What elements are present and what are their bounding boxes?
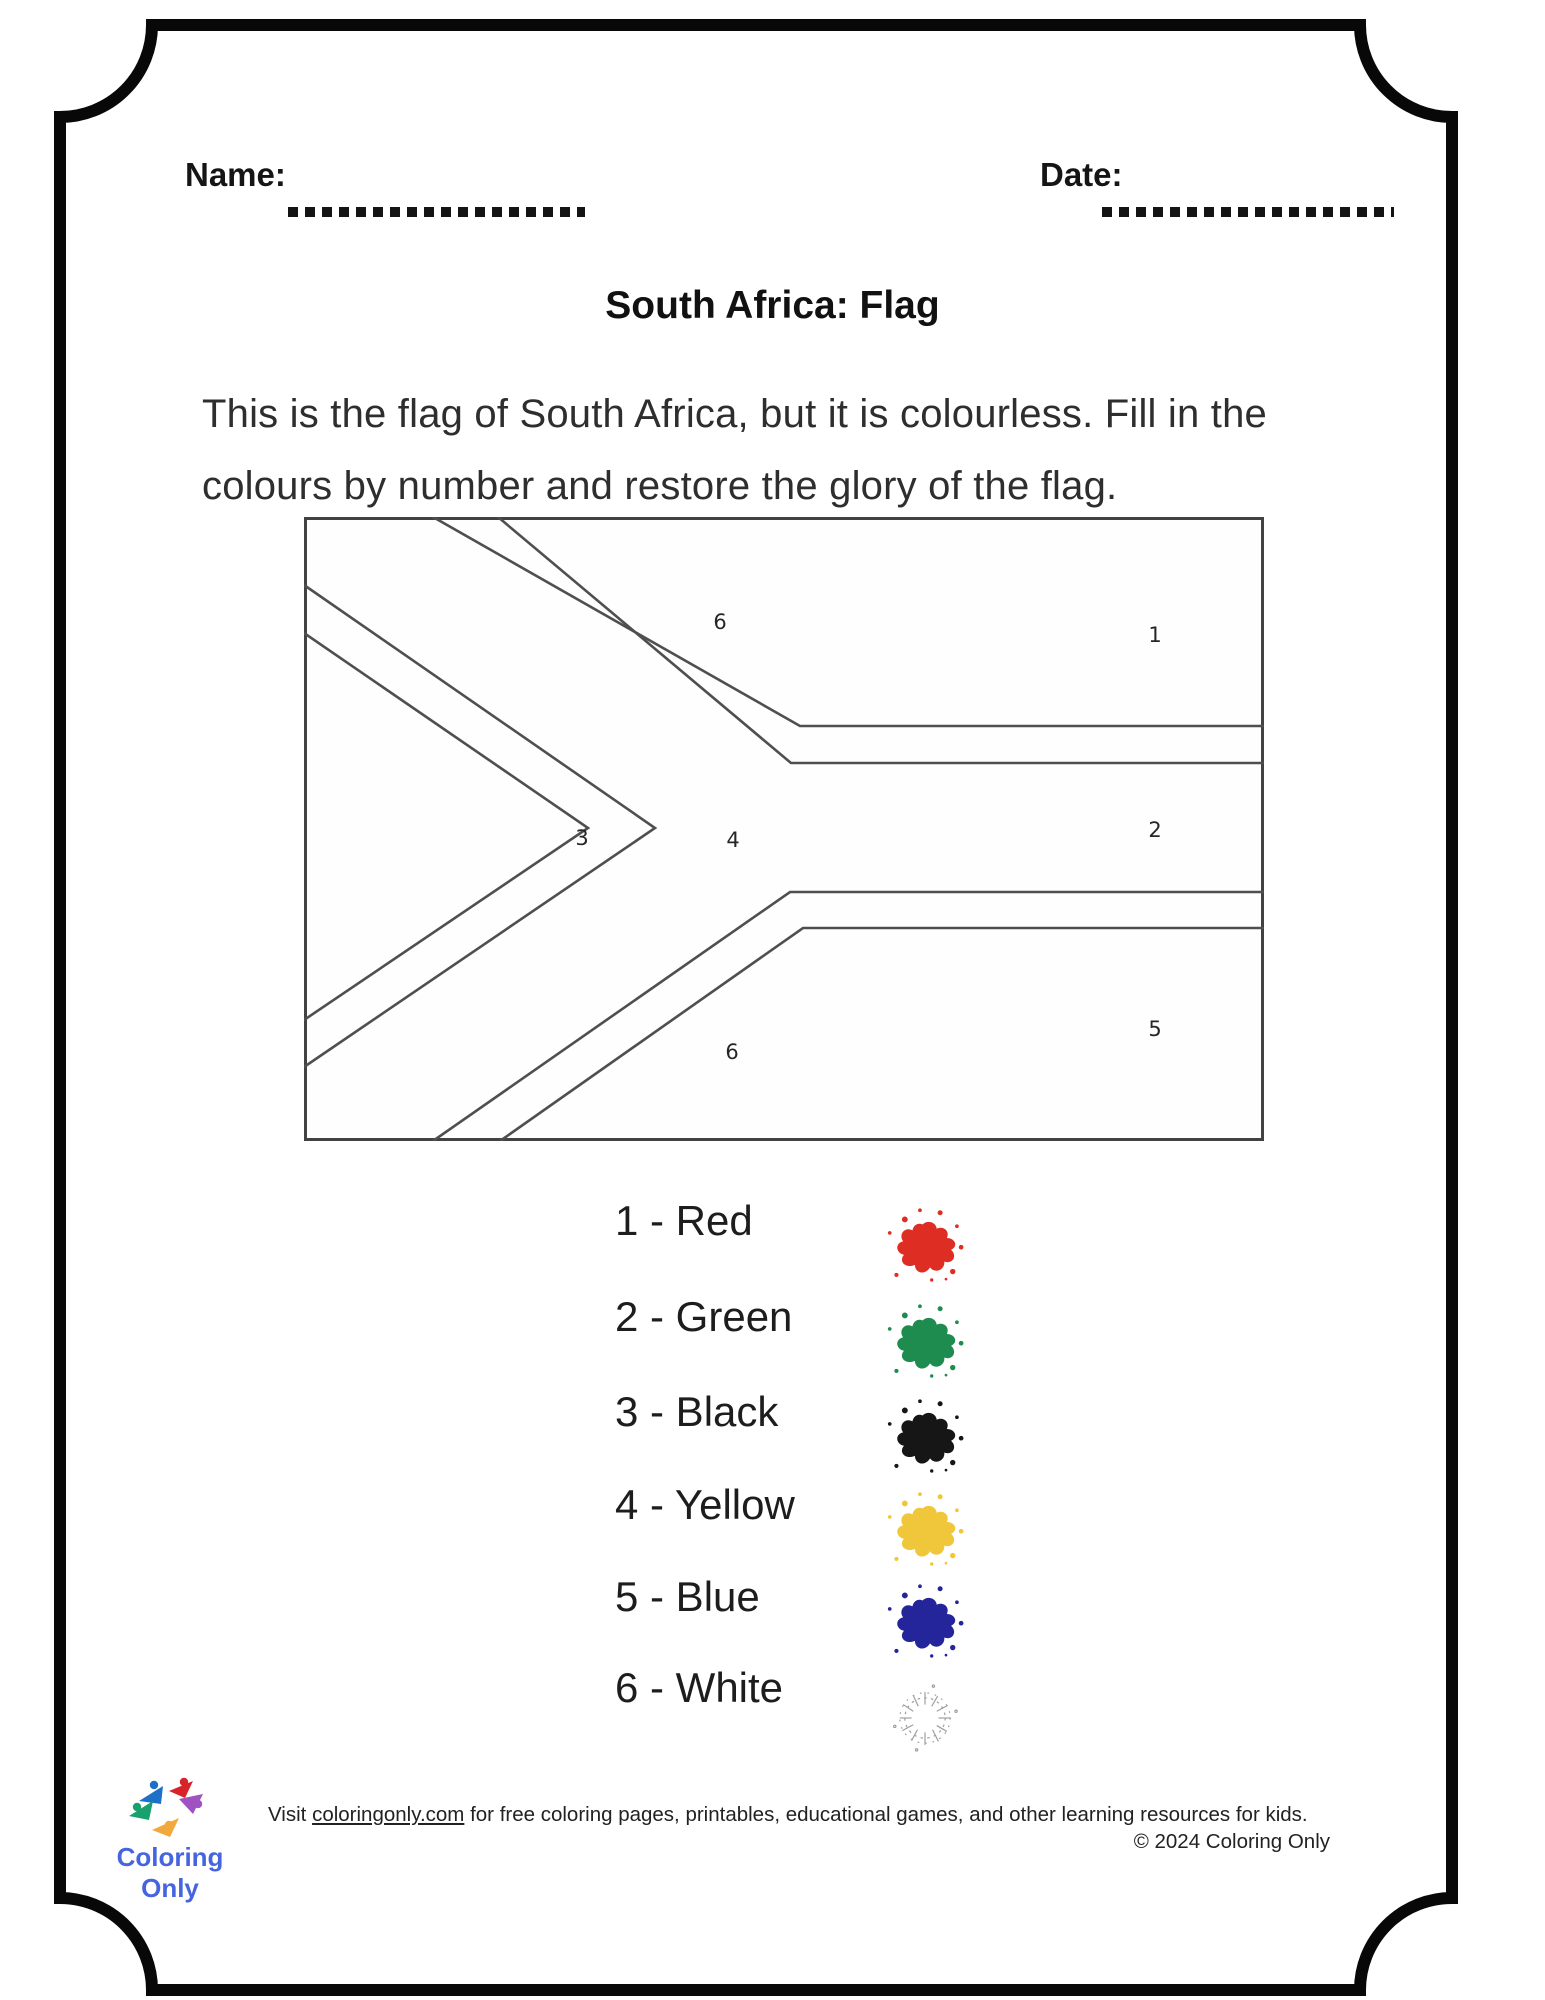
flag-outline-drawing[interactable] <box>304 517 1264 1141</box>
page-title: South Africa: Flag <box>605 284 940 327</box>
footer-visit-prefix: Visit <box>268 1803 313 1826</box>
flag-number-green-stem: 2 <box>1148 818 1162 842</box>
red-paint-splat-icon <box>883 1201 967 1285</box>
flag-number-center: 4 <box>726 828 740 852</box>
coloring-only-logo-icon <box>125 1775 217 1839</box>
black-paint-splat-icon <box>883 1392 967 1476</box>
name-input-line[interactable] <box>288 207 585 217</box>
instructions <box>202 378 1402 522</box>
blue-paint-splat-icon <box>883 1577 967 1661</box>
flag-number-triangle: 3 <box>575 826 589 850</box>
footer-visit-suffix: for free coloring pages, printables, educational games, and other learning resources for kids. <box>464 1803 1308 1826</box>
legend-label-white: 6 - White <box>615 1664 784 1711</box>
yellow-paint-splat-icon <box>883 1485 967 1569</box>
footer-copyright: © 2024 Coloring Only <box>1133 1830 1330 1853</box>
flag-number-top-band: 6 <box>713 610 727 634</box>
logo-star-figures <box>129 1778 203 1837</box>
legend-label-yellow: 4 - Yellow <box>615 1481 795 1528</box>
flag-number-top-right: 1 <box>1148 623 1162 647</box>
name-label: Name: <box>185 156 286 193</box>
white-paint-splat-icon <box>883 1676 967 1760</box>
flag-number-bottom-band: 6 <box>725 1040 739 1064</box>
green-paint-splat-icon <box>883 1297 967 1381</box>
legend-row-blue <box>615 1573 1035 1659</box>
coloringonly-link[interactable]: coloringonly.com <box>312 1803 465 1826</box>
legend-row-green <box>615 1293 1035 1379</box>
date-input-line[interactable] <box>1102 207 1394 217</box>
legend-label-blue: 5 - Blue <box>615 1573 760 1620</box>
date-label: Date: <box>1040 156 1123 193</box>
legend-label-green: 2 - Green <box>615 1293 793 1340</box>
legend-row-yellow <box>615 1481 1035 1567</box>
flag-border <box>306 519 1263 1140</box>
instructions-line-2: colours by number and restore the glory of the flag. <box>202 464 1118 508</box>
legend-label-red: 1 - Red <box>615 1197 753 1244</box>
legend-row-black <box>615 1388 1035 1474</box>
legend-row-red <box>615 1197 1035 1283</box>
flag-number-bottom-right: 5 <box>1148 1017 1162 1041</box>
footer-visit-line <box>268 1803 1308 1827</box>
instructions-line-1: This is the flag of South Africa, but it is colourless. Fill in the <box>202 392 1267 436</box>
legend-row-white <box>615 1664 1035 1750</box>
coloring-only-logo-text: Coloring Only <box>116 1842 224 1903</box>
legend-label-black: 3 - Black <box>615 1388 779 1435</box>
